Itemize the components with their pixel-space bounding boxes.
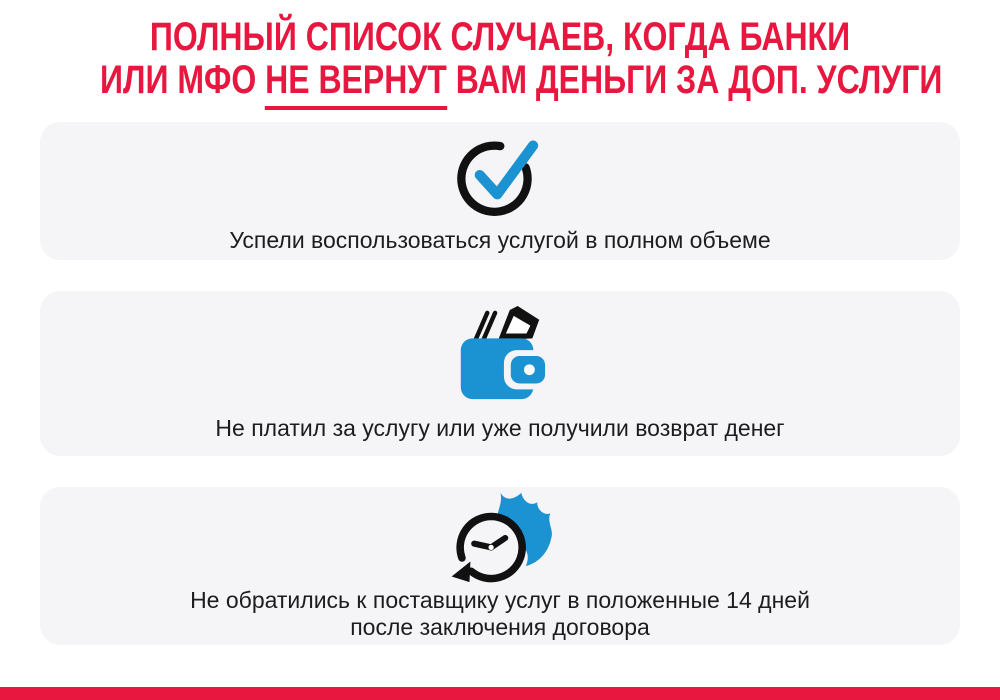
case-text: Не платил за услугу или уже получили возврат денег <box>215 415 785 441</box>
title-line-1: ПОЛНЫЙ СПИСОК СЛУЧАЕВ, КОГДА БАНКИ <box>149 15 851 59</box>
title-line-2-suffix: ВАМ ДЕНЬГИ ЗА ДОП. УСЛУГИ <box>446 58 943 102</box>
case-card-missed-deadline <box>40 487 960 645</box>
title-line-2 <box>100 58 943 102</box>
burning-deadline-clock-icon <box>444 491 557 585</box>
cases-list <box>40 122 960 645</box>
clock-shape <box>451 514 524 583</box>
case-text: Успели воспользоваться услугой в полном объеме <box>229 226 771 253</box>
wallet-money-icon <box>451 305 549 407</box>
page-title <box>100 15 943 102</box>
footer-accent-bar <box>0 687 1000 700</box>
check-circle-icon <box>454 129 546 221</box>
case-card-used-service <box>40 122 960 260</box>
banknotes-shape <box>475 306 540 342</box>
case-card-not-paid <box>40 291 960 456</box>
wallet-body-shape <box>461 338 549 399</box>
header <box>0 0 1000 102</box>
title-underlined-phrase: НЕ ВЕРНУТ <box>265 58 447 110</box>
title-line-2-prefix: ИЛИ МФО <box>100 58 266 102</box>
case-text: Не обратились к поставщику услуг в положенные 14 дней после заключения договора <box>190 587 810 640</box>
